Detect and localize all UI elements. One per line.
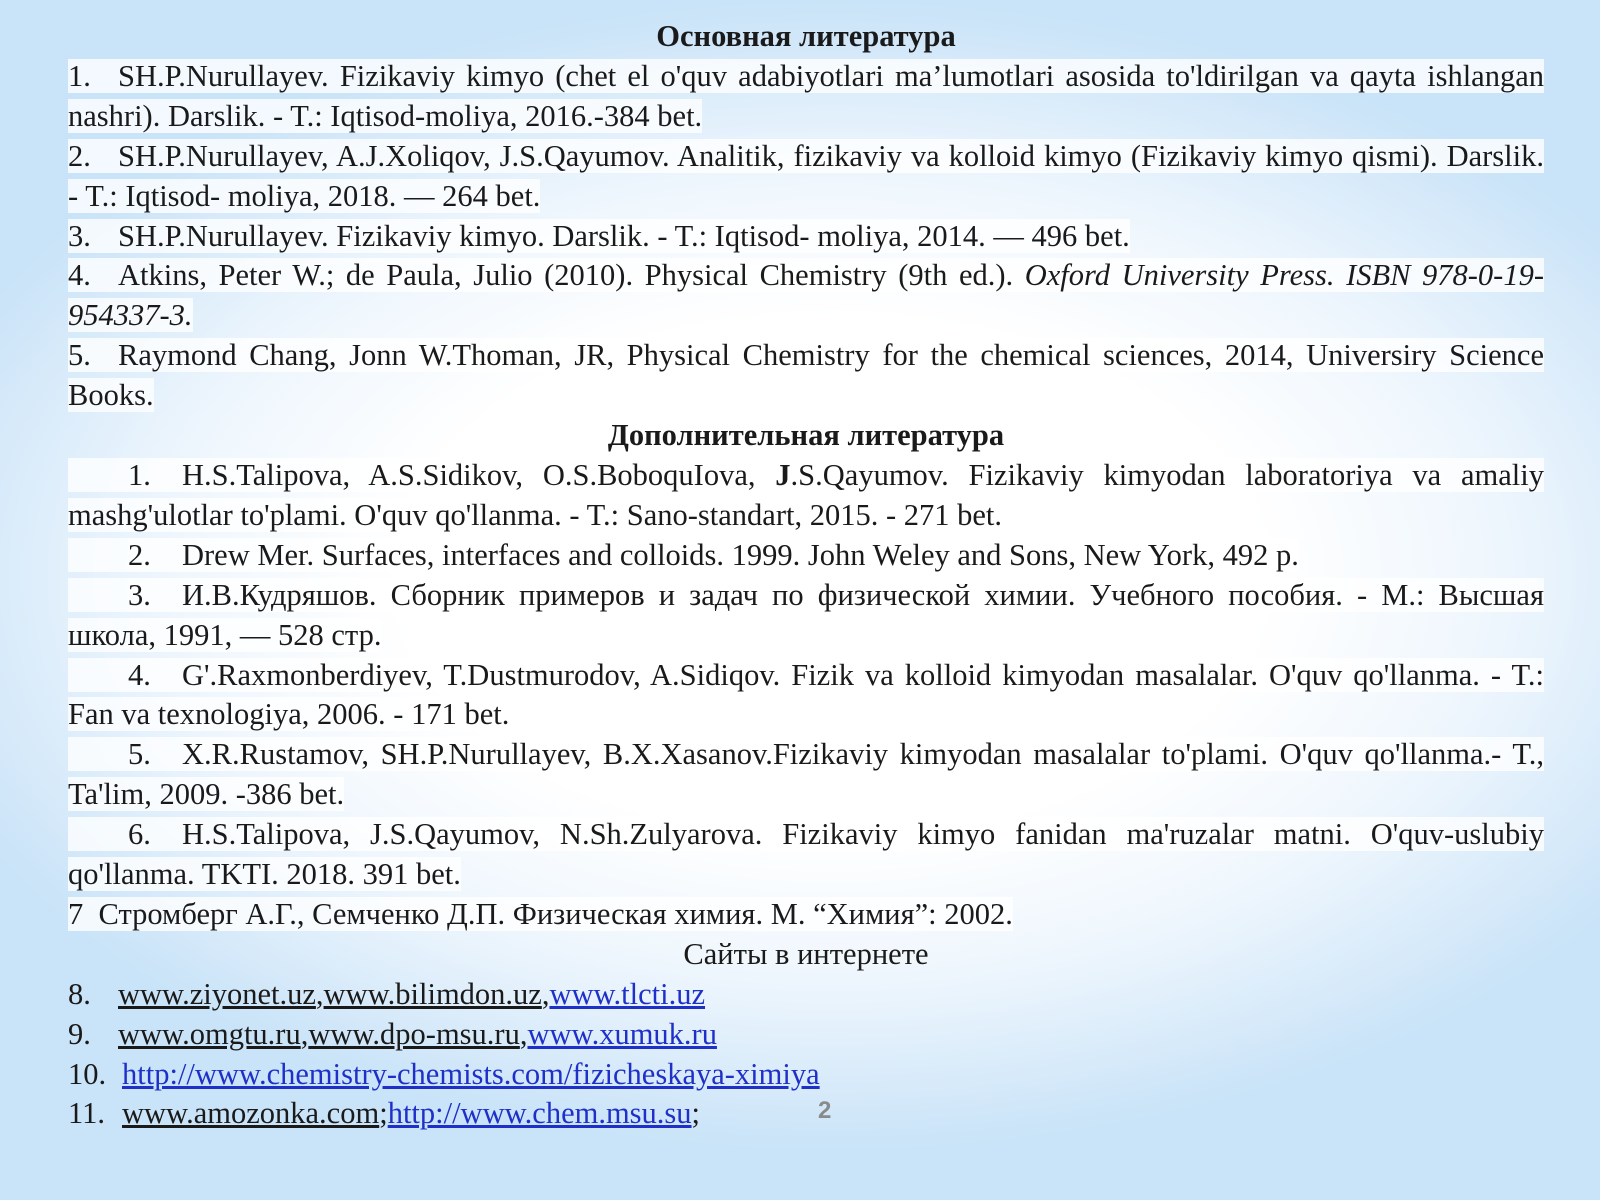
- item-number: 1.: [128, 457, 151, 492]
- item-number: 3.: [128, 577, 151, 612]
- item-number: 4.: [128, 657, 151, 692]
- item-number: 9.: [68, 1016, 91, 1051]
- item-number: 10.: [68, 1056, 107, 1091]
- link-separator: ;: [691, 1096, 701, 1131]
- main-item-5: [68, 336, 1544, 416]
- item-number: 1.: [68, 58, 91, 93]
- item-text-bold: J: [775, 457, 791, 492]
- website-item-9: [68, 1015, 1544, 1055]
- item-number: 3.: [68, 218, 91, 253]
- website-item-10: [68, 1055, 1544, 1095]
- item-number: 2.: [68, 138, 91, 173]
- item-number: 5.: [128, 737, 151, 772]
- website-item-8: [68, 975, 1544, 1015]
- link-omgtu[interactable]: www.omgtu.ru: [118, 1016, 301, 1051]
- item-number: 4.: [68, 258, 91, 293]
- link-amozonka[interactable]: www.amozonka.com: [122, 1096, 380, 1131]
- additional-item-2: [68, 536, 1544, 576]
- main-item-1: [68, 57, 1544, 137]
- item-number: 6.: [128, 817, 151, 852]
- item-text: G'.Raxmonberdiyev, T.Dustmurodov, A.Sidiqov. Fizik va kolloid kimyodan masalalar. O'quv qo'llanma. - T.: Fan va texnologiya, 2006. - 171 bet.: [68, 657, 1544, 732]
- item-number: 7: [68, 896, 84, 931]
- main-item-2: [68, 137, 1544, 217]
- main-item-3: [68, 217, 1544, 257]
- websites-heading: Сайты в интернете: [683, 936, 929, 971]
- item-text: И.В.Кудряшов. Сборник примеров и задач по физической химии. Учебного пособия. - М.: Высшая школа, 1991, — 528 стр.: [68, 577, 1544, 652]
- link-ziyonet[interactable]: www.ziyonet.uz: [118, 976, 316, 1011]
- link-bilimdon[interactable]: www.bilimdon.uz: [323, 976, 542, 1011]
- item-text: H.S.Talipova, A.S.Sidikov, O.S.BoboquIova,: [182, 457, 776, 492]
- link-separator: ,: [315, 976, 324, 1011]
- link-separator: ;: [379, 1096, 388, 1131]
- item-number: 8.: [68, 976, 91, 1011]
- link-chem-msu[interactable]: http://www.chem.msu.su: [387, 1096, 692, 1131]
- item-text: H.S.Talipova, J.S.Qayumov, N.Sh.Zulyarova. Fizikaviy kimyo fanidan ma'ruzalar matni. O'quv-uslubiy qo'llanma. TKTI. 2018. 391 bet.: [68, 817, 1544, 892]
- item-text: Raymond Chang, Jonn W.Thoman, JR, Physical Chemistry for the chemical sciences, 2014, Universiry Science Books.: [68, 338, 1544, 413]
- item-text-italic: Oxford University Press. ISBN 978-0-19-954337-3.: [68, 258, 1544, 333]
- item-number: 2.: [128, 537, 151, 572]
- item-number: 11.: [68, 1096, 105, 1131]
- item-text: SH.P.Nurullayev, A.J.Xoliqov, J.S.Qayumov. Analitik, fizikaviy va kolloid kimyo (Fizikaviy kimyo qismi). Darslik. - T.: Iqtisod- moliya, 2018. — 264 bet.: [68, 138, 1544, 213]
- link-separator: ,: [300, 1016, 309, 1051]
- website-item-11: [68, 1094, 1544, 1134]
- item-text: .S.Qayumov. Fizikaviy kimyodan laboratoriya va amaliy mashg'ulotlar to'plami. O'quv qo'llanma. - T.: Sano-standart, 2015. - 271 bet.: [68, 457, 1544, 532]
- link-dpo-msu[interactable]: www.dpo-msu.ru: [308, 1016, 520, 1051]
- document-body: [68, 17, 1544, 1134]
- additional-item-7: [68, 895, 1544, 935]
- link-separator: ,: [541, 976, 550, 1011]
- item-text: SH.P.Nurullayev. Fizikaviy kimyo. Darslik. - T.: Iqtisod- moliya, 2014. — 496 bet.: [118, 218, 1130, 253]
- additional-literature-heading: Дополнительная литература: [607, 418, 1005, 453]
- link-chemistry-chemists[interactable]: http://www.chemistry-chemists.com/fizicheskaya-ximiya: [122, 1056, 820, 1091]
- main-literature-heading: Основная литература: [656, 19, 956, 53]
- slide-number: 2: [818, 1097, 832, 1124]
- item-text: X.R.Rustamov, SH.P.Nurullayev, B.X.Xasanov.Fizikaviy kimyodan masalalar to'plami. O'quv qo'llanma.- T., Ta'lim, 2009. -386 bet.: [68, 737, 1544, 812]
- item-text: Drew Mer. Surfaces, interfaces and colloids. 1999. John Weley and Sons, New York, 492 p.: [182, 537, 1299, 572]
- link-separator: ,: [519, 1016, 528, 1051]
- item-text: SH.P.Nurullayev. Fizikaviy kimyo (chet el o'quv adabiyotlari ma’lumotlari asosida to'ldirilgan va qayta ishlangan nashri). Darslik. - T.: Iqtisod-moliya, 2016.-384 bet.: [68, 58, 1544, 133]
- link-xumuk[interactable]: www.xumuk.ru: [527, 1016, 717, 1051]
- item-text: Atkins, Peter W.; de Paula, Julio (2010). Physical Chemistry (9th ed.).: [118, 258, 1025, 293]
- additional-item-4: [68, 656, 1544, 736]
- item-number: 5.: [68, 338, 91, 373]
- main-item-4: [68, 256, 1544, 336]
- additional-item-6: [68, 815, 1544, 895]
- item-text: Стромберг А.Г., Семченко Д.П. Физическая химия. М. “Химия”: 2002.: [98, 896, 1013, 931]
- additional-item-3: [68, 576, 1544, 656]
- additional-item-5: [68, 735, 1544, 815]
- additional-item-1: [68, 456, 1544, 536]
- link-tlcti[interactable]: www.tlcti.uz: [549, 976, 706, 1011]
